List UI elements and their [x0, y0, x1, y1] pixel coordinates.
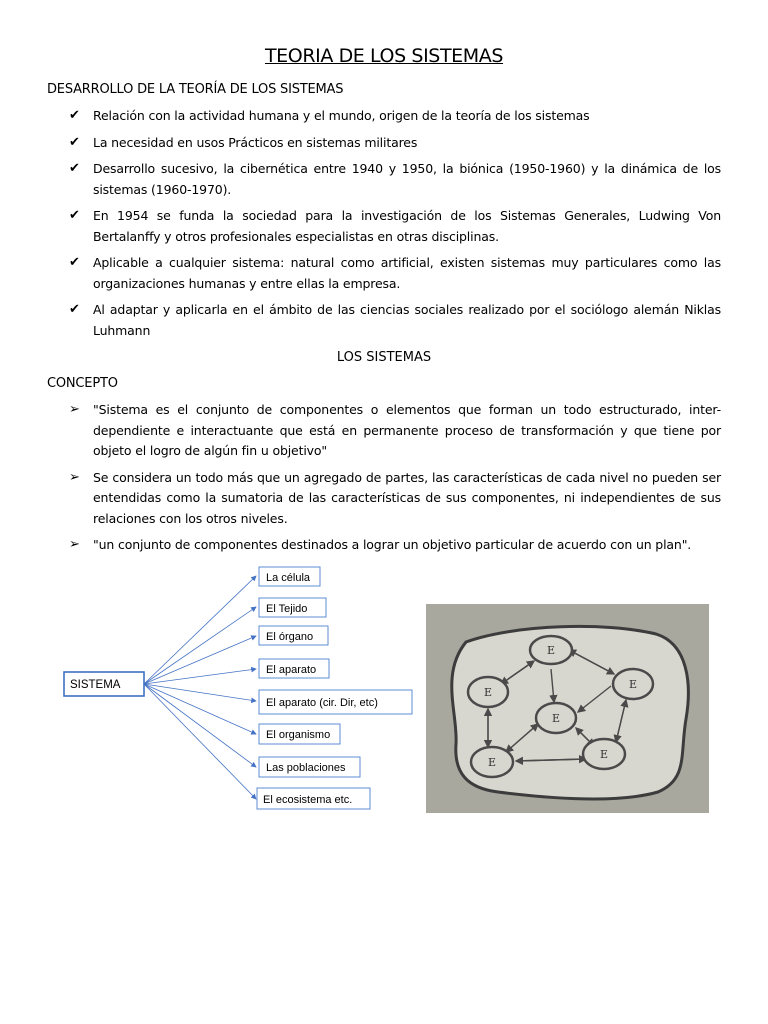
section-heading-sistemas: LOS SISTEMAS — [336, 350, 432, 365]
diagram-node — [257, 788, 370, 809]
diagram-node — [259, 724, 340, 744]
checkmark-icon: ✔ — [69, 255, 80, 270]
list-item: ✔ En 1954 se funda la sociedad para la investigación de los Sistemas Generales, Ludwing Von Bertalanffy y otros profesionales especialistas en otras disciplinas. — [69, 208, 721, 244]
diagram-node — [259, 626, 328, 645]
node-label: El ecosistema etc. — [263, 794, 353, 806]
checkmark-icon: ✔ — [69, 302, 80, 317]
node-label: El Tejido — [266, 603, 308, 615]
node-label: El órgano — [266, 631, 314, 643]
checkmark-icon: ✔ — [69, 134, 80, 150]
node-label: La célula — [266, 572, 311, 584]
node-e-label: E — [599, 748, 609, 761]
node-e-label: E — [483, 686, 493, 699]
page-title: TEORIA DE LOS SISTEMAS — [264, 45, 504, 67]
node-label: Las poblaciones — [266, 762, 346, 774]
list-item: ✔ Desarrollo sucesivo, la cibernética entre 1940 y 1950, la biónica (1950-1960) y la dinámica de los sistemas (1960-1970). — [69, 161, 721, 197]
concepto-list — [0, 400, 768, 556]
arrow-bullet-icon: ➢ — [69, 402, 80, 417]
arrow-bullet-icon: ➢ — [69, 469, 80, 485]
list-item: ✔ Al adaptar y aplicarla en el ámbito de las ciencias sociales realizado por el sociólogo alemán Niklas Luhmann — [69, 302, 721, 338]
checkmark-icon: ✔ — [69, 161, 80, 176]
node-e-label: E — [546, 644, 556, 657]
list-item: ✔ Relación con la actividad humana y el mundo, origen de la teoría de los sistemas — [0, 106, 768, 127]
list-item: ➢ "un conjunto de componentes destinados a lograr un objetivo particular de acuerdo con un plan". — [0, 535, 768, 556]
diagram-node — [259, 567, 320, 586]
desarrollo-list — [0, 106, 768, 341]
list-item: ✔ La necesidad en usos Prácticos en sistemas militares — [0, 133, 768, 154]
node-e-label: E — [551, 712, 561, 725]
node-e-label: E — [487, 756, 497, 769]
system-hierarchy-diagram — [47, 563, 427, 816]
checkmark-icon: ✔ — [69, 208, 80, 223]
list-item: ➢ "Sistema es el conjunto de componentes o elementos que forman un todo estructurado, inter-dependiente e interactuante que está en permanente proceso de transformación y que tiene por objeto el logro de algún fin u objetivo" — [69, 402, 721, 458]
diagram-node — [259, 690, 412, 714]
node-e-label: E — [628, 678, 638, 691]
arrow-bullet-icon: ➢ — [69, 537, 80, 552]
checkmark-icon: ✔ — [69, 108, 80, 123]
list-item: ➢ Se considera un todo más que un agregado de partes, las características de cada nivel no pueden ser entendidas como la sumatoria de las características de sus componentes, ni independientes de sus relaciones con los otros niveles. — [69, 469, 721, 526]
root-node-label: SISTEMA — [70, 679, 121, 691]
root-node — [64, 672, 144, 696]
node-label: El aparato — [266, 664, 317, 676]
section-heading-concepto: CONCEPTO — [47, 376, 118, 391]
diagram-node — [259, 757, 360, 777]
diagram-node — [259, 659, 329, 678]
list-item: ✔ Aplicable a cualquier sistema: natural como artificial, existen sistemas muy particulares como las organizaciones humanas y entre ellas la empresa. — [69, 255, 721, 291]
section-heading-desarrollo: DESARROLLO DE LA TEORÍA DE LOS SISTEMAS — [47, 82, 344, 97]
diagram-node — [259, 598, 326, 617]
node-label: El aparato (cir. Dir, etc) — [266, 697, 378, 709]
node-label: El organismo — [266, 729, 331, 741]
interconnected-system-photo — [426, 604, 709, 813]
